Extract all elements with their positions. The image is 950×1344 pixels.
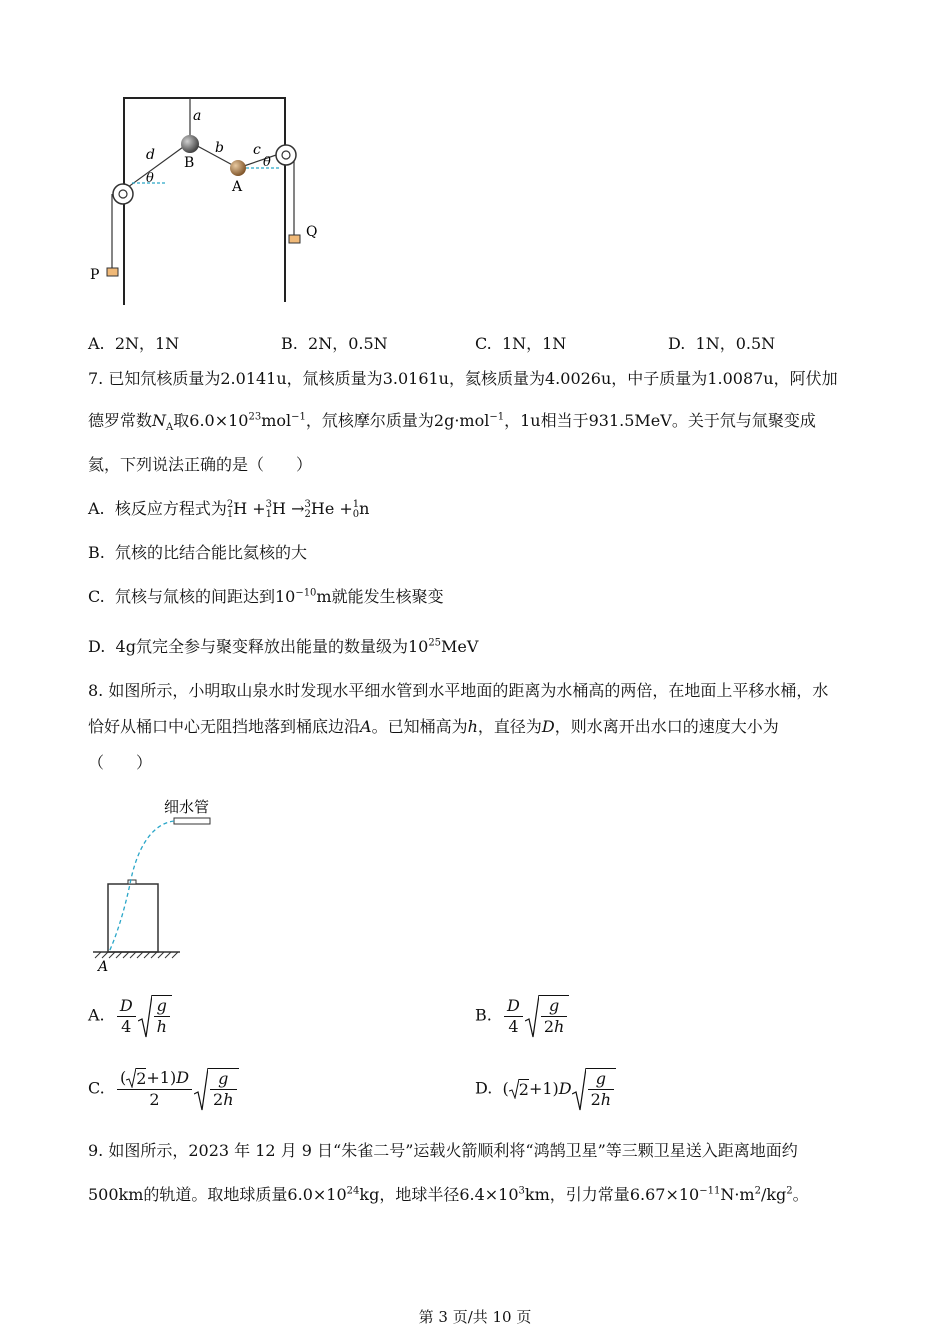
q7-option-b-text: 氘核的比结合能比氦核的大 (115, 543, 308, 562)
q7-option-c (88, 586, 444, 608)
q6-option-b-text: 2N，0.5N (308, 334, 388, 353)
q7-option-d-text: 氘完全参与聚变释放出能量的数量级为 (135, 637, 408, 656)
q7-text: 取 (173, 411, 190, 430)
var-D: D (541, 717, 555, 736)
q9-line-1 (88, 1140, 798, 1162)
q8-text: 。已知桶高为 (371, 717, 468, 736)
avogadro-unit-exponent: −1 (291, 411, 306, 423)
fraction-D-over-4: $\frac{D}{4}$ (117, 996, 136, 1037)
q7-text: ，阿伏加 (773, 369, 838, 388)
label-a: a (193, 108, 202, 124)
distance-value: 10 (274, 587, 296, 606)
q7-option-b (88, 542, 307, 564)
q6-option-d-text: 1N，0.5N (695, 334, 776, 353)
q7-option-a-letter: A. (88, 499, 105, 518)
ball-A (230, 160, 246, 176)
gravitational-constant-unit: /kg (760, 1185, 787, 1204)
q8-option-b (475, 995, 569, 1037)
deuterium-mass-amount: 4g (115, 637, 136, 656)
label-A: A (232, 179, 243, 195)
q8-option-a (88, 995, 172, 1037)
q7-option-d (88, 636, 478, 658)
right-pulley (276, 145, 296, 165)
water-bucket-diagram (88, 792, 228, 977)
gravitational-constant-unit: N·m (720, 1185, 755, 1204)
unit-u: 1u (520, 411, 541, 430)
q7-option-b-letter: B. (88, 543, 105, 562)
unit-exponent: 2 (786, 1185, 793, 1197)
q7-line-1 (88, 368, 838, 390)
helium-mass: 4.0026u (545, 369, 612, 388)
earth-radius-unit: km (524, 1185, 550, 1204)
q8-option-c-letter: C. (88, 1078, 105, 1098)
q8-option-b-letter: B. (475, 1005, 492, 1025)
orbit-altitude: 500km (88, 1185, 144, 1204)
molar-mass-exponent: −1 (489, 411, 505, 423)
q6-option-a-letter: A. (88, 334, 105, 353)
q8-text: 恰好从桶口中心无阻挡地落到桶底边沿 (88, 717, 361, 736)
earth-mass: 6.0×10 (287, 1185, 347, 1204)
q7-text: ， (504, 411, 521, 430)
label-B: B (184, 155, 195, 171)
q9-number: 9. (88, 1141, 104, 1160)
energy-magnitude: 10 (407, 637, 429, 656)
q8-text: ，直径为 (477, 717, 542, 736)
deuteron-mass: 2.0141u (220, 369, 287, 388)
water-pipe (174, 818, 210, 824)
earth-mass-unit: kg (359, 1185, 380, 1204)
label-d: d (146, 147, 155, 163)
q7-option-a (88, 498, 369, 520)
earth-radius-exponent: 3 (518, 1185, 525, 1197)
label-Q: Q (306, 224, 318, 240)
pipe-label: 细水管 (164, 798, 210, 816)
q7-number: 7. (88, 369, 104, 388)
sqrt-g-over-h: $\frac{g}{h}$ (138, 995, 172, 1037)
q8-line-2 (88, 716, 779, 738)
q7-option-c-text: 就能发生核聚变 (331, 587, 444, 606)
weight-P (107, 268, 118, 276)
expr-sqrt2-plus-1-D: ( 2+1)D (502, 1078, 572, 1100)
q6-option-a-text: 2N，1N (114, 334, 180, 353)
avogadro-symbol: N (152, 411, 167, 430)
unit-exponent: 2 (754, 1185, 761, 1197)
gravitational-constant: 6.67×10 (629, 1185, 700, 1204)
q7-text: 相当于 (540, 411, 589, 430)
avogadro-unit: mol (261, 411, 292, 430)
q6-option-b (281, 331, 388, 354)
q7-option-d-letter: D. (88, 637, 106, 656)
q9-text: 。 (792, 1185, 809, 1204)
q8-option-d (475, 1068, 616, 1110)
neutron-mass: 1.0087u (707, 369, 774, 388)
q7-text: ，中子质量为 (611, 369, 708, 388)
ball-B (181, 135, 199, 153)
q8-text: ，则水离开出水口的速度大小为 (554, 717, 779, 736)
q7-line-3: 氦，下列说法正确的是（ ） (88, 455, 313, 474)
q7-line-2 (88, 410, 816, 432)
q8-option-a-letter: A. (88, 1005, 105, 1025)
q8-number: 8. (88, 681, 104, 700)
energy-exponent: 25 (428, 637, 442, 649)
q7-option-a-text: 核反应方程式为 (114, 499, 227, 518)
nuclear-equation: 2 1 H + 3 1 H → 3 2 He + 1 0 n (226, 498, 370, 520)
q7-option-c-letter: C. (88, 587, 105, 606)
q6-option-b-letter: B. (281, 334, 298, 353)
sqrt-g-over-2h: $\frac{g}{2h}$ (572, 1068, 617, 1110)
q8-option-c (88, 1068, 239, 1110)
q7-text: ，氦核质量为 (448, 369, 545, 388)
q6-option-c (475, 331, 566, 354)
bucket-point-A: A (98, 959, 109, 975)
q7-text: 。关于氘与氚聚变成 (671, 411, 816, 430)
label-theta-left: θ (146, 171, 154, 186)
q8-text: 如图所示，小明取山泉水时发现水平细水管到水平地面的距离为水桶高的两倍，在地面上平移水桶，水 (108, 681, 829, 700)
sqrt-g-over-2h: $\frac{g}{2h}$ (194, 1068, 239, 1110)
label-P: P (90, 267, 100, 283)
q6-option-c-text: 1N，1N (501, 334, 567, 353)
fraction-sqrt2-plus-1-D-over-2: ( 2+1)D 2 (117, 1068, 192, 1110)
pulley-diagram (80, 90, 340, 315)
earth-radius: 6.4×10 (459, 1185, 519, 1204)
label-theta-right: θ (263, 155, 271, 170)
bucket (108, 884, 158, 952)
q9-text: ，地球半径 (379, 1185, 460, 1204)
distance-unit: m (316, 587, 332, 606)
label-c: c (253, 142, 261, 158)
label-b: b (215, 140, 224, 156)
gravitational-constant-exponent: −11 (699, 1185, 721, 1197)
q6-option-c-letter: C. (475, 334, 492, 353)
q9-line-2 (88, 1184, 809, 1206)
point-A: A (360, 717, 372, 736)
distance-exponent: −10 (295, 587, 317, 599)
q6-option-a (88, 331, 179, 354)
avogadro-subscript: A (166, 422, 174, 434)
q6-option-d-letter: D. (668, 334, 686, 353)
earth-mass-exponent: 24 (346, 1185, 360, 1197)
fraction-D-over-4: $\frac{D}{4}$ (504, 996, 523, 1037)
var-h: h (467, 717, 478, 736)
triton-mass: 3.0161u (382, 369, 449, 388)
q9-text: 如图所示，2023 年 12 月 9 日“朱雀二号”运载火箭顺利将“鸿鹄卫星”等三颗卫星送入距离地面约 (108, 1141, 798, 1160)
energy-equivalent: 931.5MeV (588, 411, 672, 430)
molar-mass: 2g·mol (433, 411, 490, 430)
q7-option-c-text: 氘核与氚核的间距达到 (114, 587, 275, 606)
left-pulley (113, 184, 133, 204)
q9-text: ，引力常量 (549, 1185, 630, 1204)
avogadro-value: 6.0×10 (189, 411, 249, 430)
sqrt-g-over-2h: $\frac{g}{2h}$ (525, 995, 570, 1037)
q7-text: ，氚核质量为 (286, 369, 383, 388)
q7-text: 德罗常数 (88, 411, 153, 430)
q7-text: 已知氘核质量为 (108, 369, 221, 388)
q6-option-d (668, 331, 775, 354)
q8-line-3: （ ） (88, 753, 153, 772)
q8-option-d-letter: D. (475, 1078, 493, 1098)
avogadro-exponent: 23 (248, 411, 262, 423)
q8-line-1 (88, 680, 828, 702)
energy-unit: MeV (441, 637, 479, 656)
q7-text: ，氘核摩尔质量为 (305, 411, 434, 430)
weight-Q (289, 235, 300, 243)
q9-text: 的轨道。取地球质量 (143, 1185, 288, 1204)
page-footer: 第 3 页/共 10 页 (418, 1308, 532, 1326)
